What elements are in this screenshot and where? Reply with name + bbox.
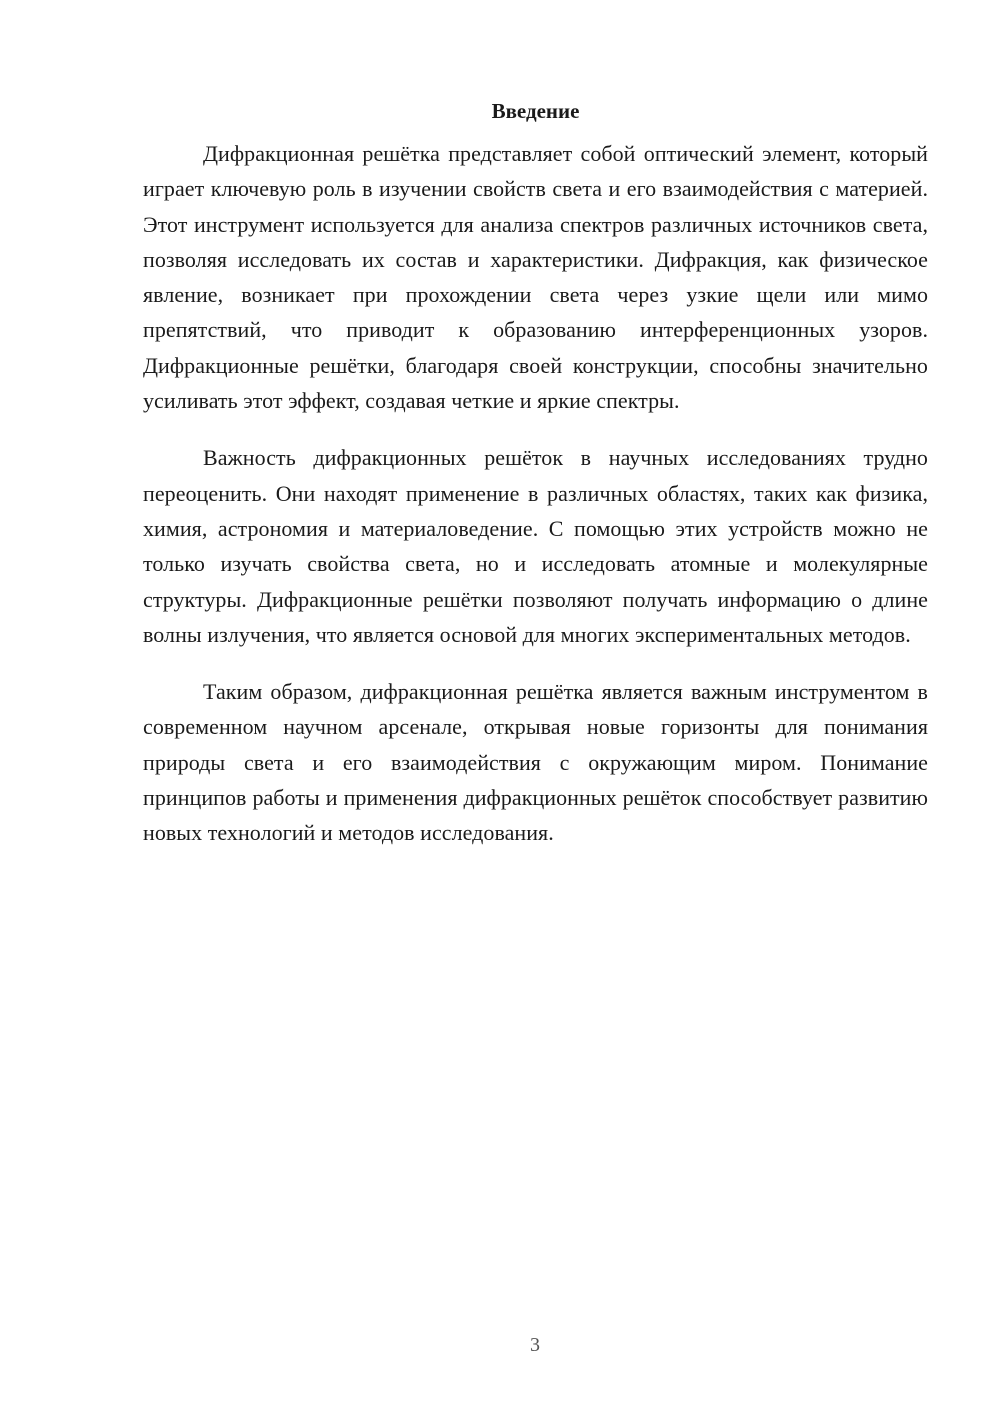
page-number: 3 (530, 1334, 540, 1356)
paragraph-2: Важность дифракционных решёток в научных исследованиях трудно переоценить. Они находят применение в различных областях, таких как физика, химия, астрономия и материаловедение. С помощью этих устройств можно не только изучать свойства света, но и исследовать атомные и молекулярные структуры. Дифракционные решётки позволяют получать информацию о длине волны излучения, что является основой для многих экспериментальных методов. (143, 445, 928, 647)
page-content (143, 96, 928, 873)
section-heading: Введение (491, 99, 580, 123)
paragraph-1: Дифракционная решётка представляет собой оптический элемент, который играет ключевую роль в изучении свойств света и его взаимодействия с материей. Этот инструмент используется для анализа спектров различных источников света, позволяя исследовать их состав и характеристики. Дифракция, как физическое явление, возникает при прохождении света через узкие щели или мимо препятствий, что приводит к образованию интерференционных узоров. Дифракционные решётки, благодаря своей конструкции, способны значительно усиливать этот эффект, создавая четкие и яркие спектры. (143, 141, 928, 414)
paragraph-3: Таким образом, дифракционная решётка является важным инструментом в современном научном арсенале, открывая новые горизонты для понимания природы света и его взаимодействия с окружающим миром. Понимание принципов работы и применения дифракционных решёток способствует развитию новых технологий и методов исследования. (143, 679, 928, 846)
